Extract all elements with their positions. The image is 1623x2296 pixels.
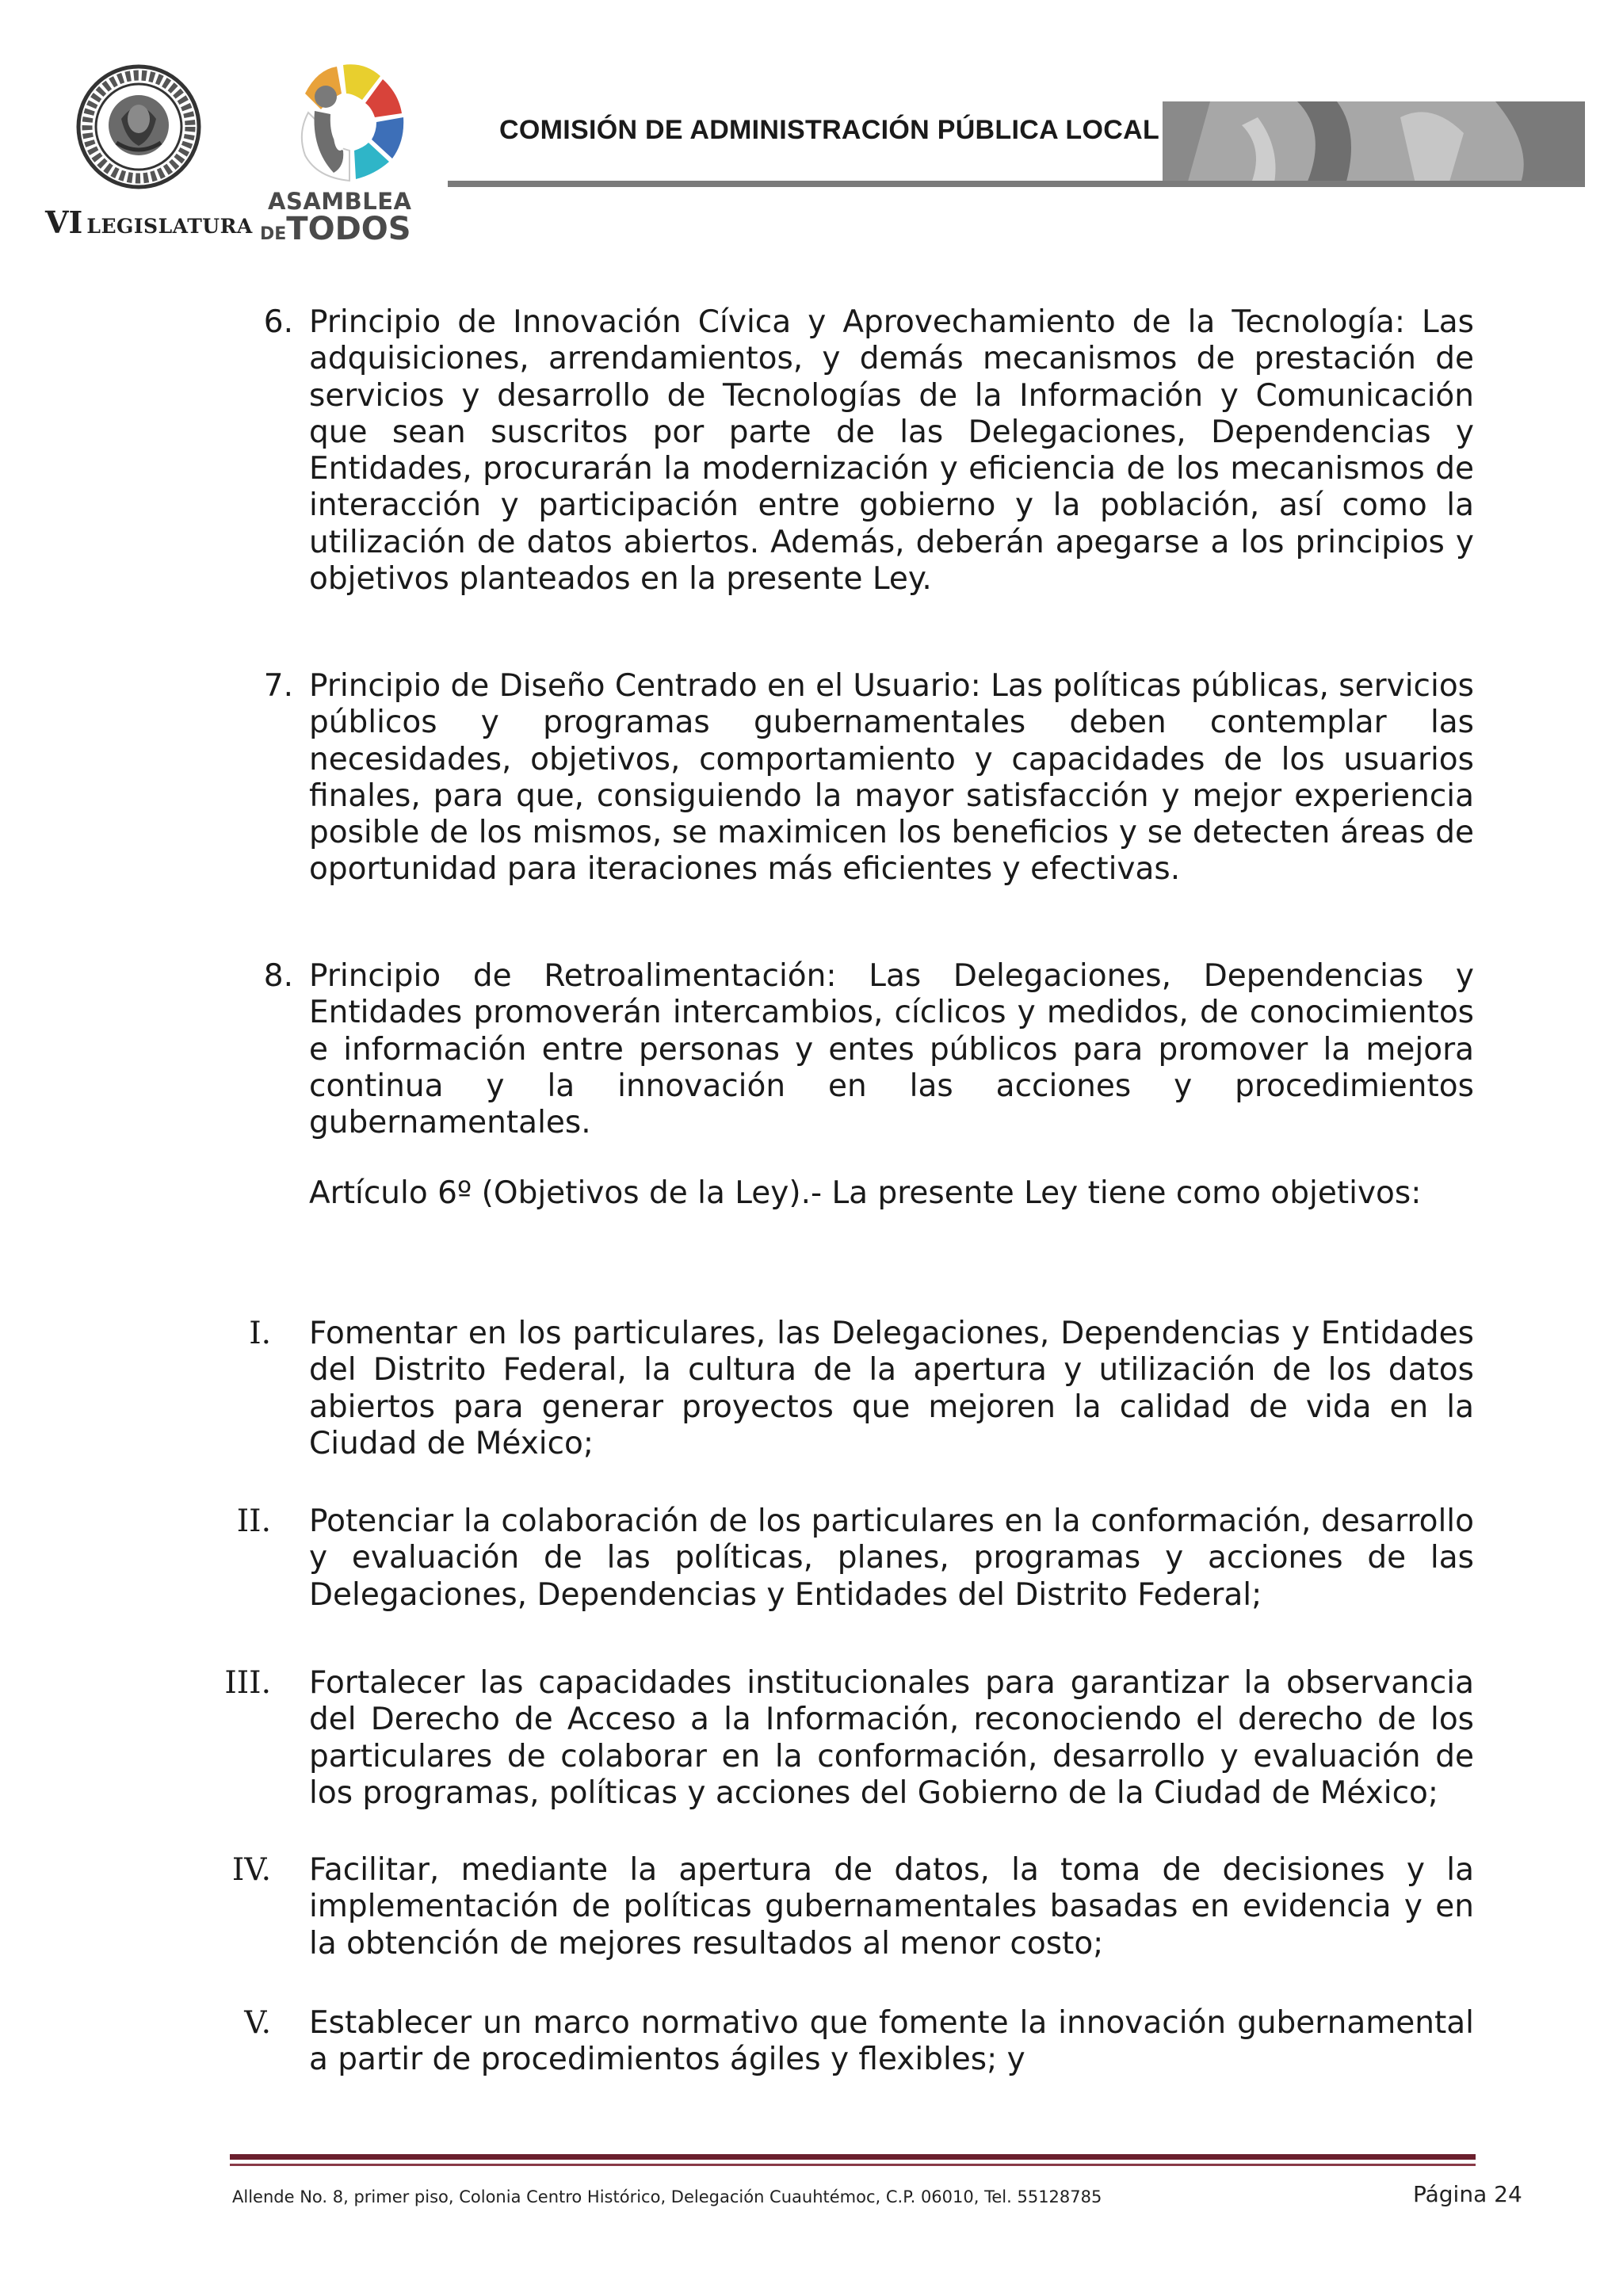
objective-number: V. bbox=[244, 2005, 271, 2041]
principle-number: 7. bbox=[263, 668, 293, 704]
objective-number: I. bbox=[249, 1316, 271, 1351]
footer-rule-thin bbox=[230, 2164, 1476, 2166]
asamblea-de-todos-logo-icon bbox=[273, 62, 432, 193]
objective-number: IV. bbox=[231, 1852, 271, 1888]
footer-rule bbox=[230, 2154, 1476, 2160]
adt-de: DE bbox=[260, 224, 287, 244]
principle-text: Principio de Retroalimentación: Las Delegaciones, Dependencias y Entidades promoverán intercambios, cíclicos y medidos, de conocimientos e información entre personas y entes públicos para promover la mejora continua y la innovación en las acciones y procedimientos gubernamentales. bbox=[309, 958, 1474, 1141]
principle-text: Principio de Innovación Cívica y Aprovechamiento de la Tecnología: Las adquisiciones, arrendamientos, y demás mecanismos de prestación de servicios y desarrollo de Tecnologías de la Información y Comunicación que sean suscritos por parte de las Delegaciones, Dependencias y Entidades, procurarán la modernización y eficiencia de los mecanismos de interacción y participación entre gobierno y la población, así como la utilización de datos abiertos. Además, deberán apegarse a los principios y objetivos planteados en la presente Ley. bbox=[309, 304, 1474, 598]
page-header bbox=[0, 0, 1623, 262]
objective-text: Fortalecer las capacidades institucionales para garantizar la observancia del Derecho de Acceso a la Información, reconociendo el derecho de los particulares de colaborar en la conformación, desarrollo y evaluación de los programas, políticas y acciones del Gobierno de la Ciudad de México; bbox=[309, 1665, 1474, 1811]
principle-number: 8. bbox=[263, 958, 293, 994]
header-decorative-band bbox=[1163, 101, 1585, 187]
footer-address: Allende No. 8, primer piso, Colonia Centro Histórico, Delegación Cuauhtémoc, C.P. 06010, Tel. 55128785 bbox=[232, 2187, 1102, 2206]
vi-legislatura-label bbox=[45, 204, 253, 240]
legislatura-label: LEGISLATURA bbox=[86, 215, 253, 238]
adt-line1: ASAMBLEA bbox=[268, 188, 412, 215]
principle-text: Principio de Diseño Centrado en el Usuario: Las políticas públicas, servicios públicos y programas gubernamentales deben contemplar las necesidades, objetivos, comportamiento y capacidades de los usuarios finales, para que, consiguiendo la mayor satisfacción y mejor experiencia posible de los mismos, se maximicen los beneficios y se detecten áreas de oportunidad para iteraciones más eficientes y efectivas. bbox=[309, 668, 1475, 888]
objective-text: Facilitar, mediante la apertura de datos, la toma de decisiones y la implementación de políticas gubernamentales basadas en evidencia y en la obtención de mejores resultados al menor costo; bbox=[309, 1852, 1474, 1962]
principle-number: 6. bbox=[263, 304, 293, 340]
assembly-seal-icon bbox=[75, 63, 202, 190]
article-heading: Artículo 6º (Objetivos de la Ley).- La presente Ley tiene como objetivos: bbox=[309, 1175, 1422, 1211]
objective-number: II. bbox=[236, 1503, 271, 1539]
asamblea-de-todos-wordmark bbox=[260, 190, 411, 245]
page-number: Página 24 bbox=[1413, 2181, 1522, 2207]
header-rule bbox=[448, 181, 1585, 187]
vi-label: VI bbox=[45, 204, 83, 240]
objective-number: III. bbox=[224, 1665, 271, 1701]
objective-text: Fomentar en los particulares, las Delegaciones, Dependencias y Entidades del Distrito Federal, la cultura de la apertura y utilización de los datos abiertos para generar proyectos que mejoren la calidad de vida en la Ciudad de México; bbox=[309, 1316, 1474, 1461]
adt-todos: TODOS bbox=[286, 211, 411, 247]
objective-text: Potenciar la colaboración de los particulares en la conformación, desarrollo y evaluación de las políticas, planes, programas y acciones de las Delegaciones, Dependencias y Entidades del Distrito Federal; bbox=[309, 1503, 1474, 1613]
objective-text: Establecer un marco normativo que fomente la innovación gubernamental a partir de procedimientos ágiles y flexibles; y bbox=[309, 2005, 1474, 2078]
commission-title: COMISIÓN DE ADMINISTRACIÓN PÚBLICA LOCAL bbox=[499, 115, 1160, 145]
